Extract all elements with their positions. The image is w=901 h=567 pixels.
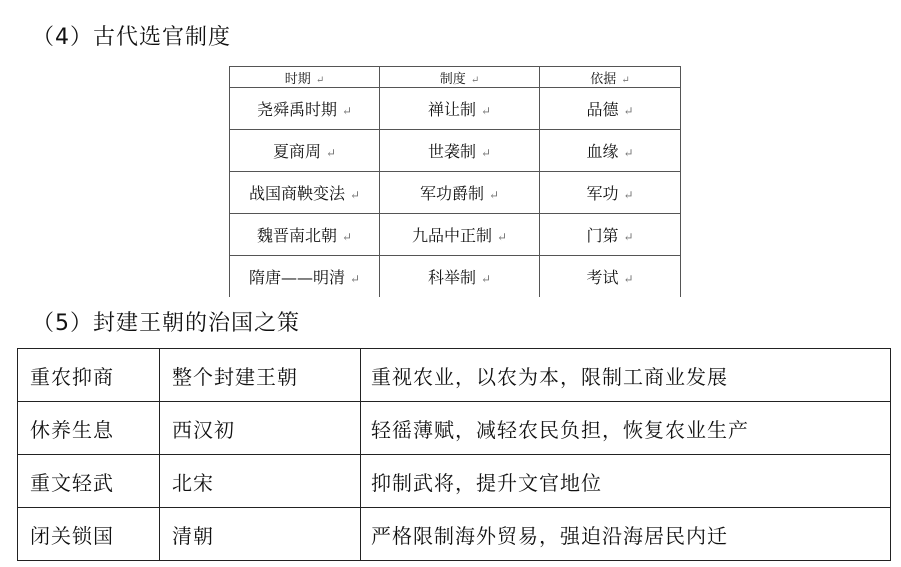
table-row <box>18 402 891 455</box>
policy-period-cell: 西汉初 <box>160 402 361 455</box>
policy-name-cell: 闭关锁国 <box>18 508 160 561</box>
policy-content-cell: 轻徭薄赋，减轻农民负担，恢复农业生产 <box>361 402 891 455</box>
table-cell: 考试 ↵ <box>540 256 681 298</box>
table-row <box>18 349 891 402</box>
table-row <box>230 130 681 172</box>
table-cell: 九品中正制 ↵ <box>380 214 540 256</box>
section-4-heading: （4）古代选官制度 <box>32 25 231 50</box>
section-5-heading: （5）封建王朝的治国之策 <box>32 311 300 336</box>
table-row <box>230 256 681 298</box>
header-cell: 制度 ↵ <box>380 67 540 88</box>
policy-name-cell: 休养生息 <box>18 402 160 455</box>
table-cell: 尧舜禹时期 ↵ <box>230 88 380 130</box>
table-row <box>230 88 681 130</box>
table-cell: 军功爵制 ↵ <box>380 172 540 214</box>
header-cell: 时期 ↵ <box>230 67 380 88</box>
table-cell: 世袭制 ↵ <box>380 130 540 172</box>
table-cell: 品德 ↵ <box>540 88 681 130</box>
policy-content-cell: 抑制武将，提升文官地位 <box>361 455 891 508</box>
header-cell: 依据 ↵ <box>540 67 681 88</box>
table-cell: 战国商鞅变法 ↵ <box>230 172 380 214</box>
policy-name-cell: 重文轻武 <box>18 455 160 508</box>
table-row <box>18 508 891 561</box>
governance-policy-table <box>17 348 891 561</box>
table-row <box>18 455 891 508</box>
table-header-row <box>230 67 681 88</box>
table-cell: 军功 ↵ <box>540 172 681 214</box>
policy-name-cell: 重农抑商 <box>18 349 160 402</box>
policy-period-cell: 清朝 <box>160 508 361 561</box>
table-cell: 血缘 ↵ <box>540 130 681 172</box>
table-cell: 禅让制 ↵ <box>380 88 540 130</box>
table-row <box>230 214 681 256</box>
policy-period-cell: 整个封建王朝 <box>160 349 361 402</box>
policy-content-cell: 重视农业，以农为本，限制工商业发展 <box>361 349 891 402</box>
table-cell: 夏商周 ↵ <box>230 130 380 172</box>
selection-system-table <box>229 66 681 297</box>
table-cell: 门第 ↵ <box>540 214 681 256</box>
table-cell: 科举制 ↵ <box>380 256 540 298</box>
policy-content-cell: 严格限制海外贸易，强迫沿海居民内迁 <box>361 508 891 561</box>
table-row <box>230 172 681 214</box>
table-cell: 魏晋南北朝 ↵ <box>230 214 380 256</box>
policy-period-cell: 北宋 <box>160 455 361 508</box>
table-cell: 隋唐——明清 ↵ <box>230 256 380 298</box>
